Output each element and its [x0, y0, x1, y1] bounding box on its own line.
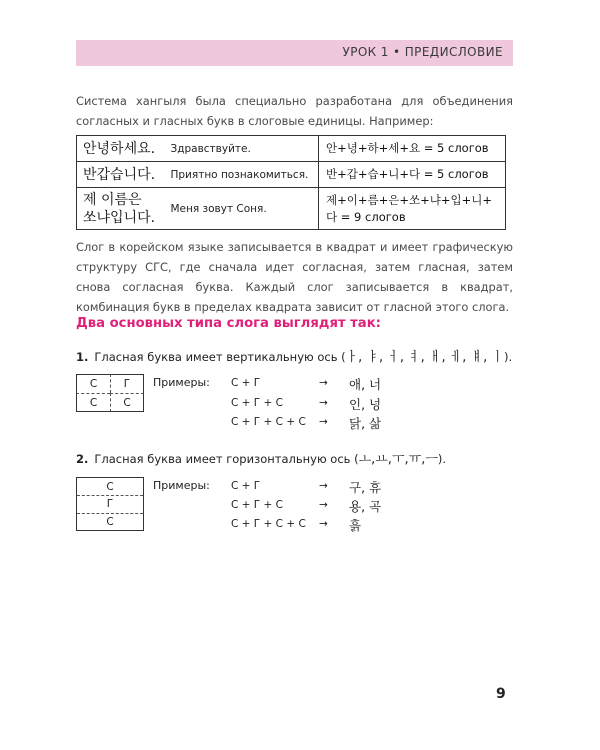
- diagram-cell: С: [77, 513, 143, 530]
- breakdown-line: 다 = 9 слогов: [326, 209, 406, 224]
- korean-phrase: 반갑습니다.: [77, 162, 171, 188]
- syllable-breakdown: [319, 188, 506, 230]
- examples-label: Примеры:: [153, 376, 210, 389]
- table-row: [77, 162, 506, 188]
- diagram-cell: С: [106, 480, 114, 493]
- examples-label: Примеры:: [153, 479, 210, 492]
- list-number: 1.: [76, 350, 89, 364]
- diagram-cell: Г: [77, 495, 143, 512]
- russian-translation: Здравствуйте.: [171, 136, 319, 162]
- type2-vowels: ㅗ,ㅛ,ㅜ,ㅠ,ㅡ: [358, 452, 438, 467]
- breakdown-line: 제+이+름+은+쏘+냐+입+니+: [326, 192, 492, 207]
- example-formula: С + Г + С: [231, 397, 284, 409]
- diagram-cell: С: [76, 393, 110, 412]
- type1-text: Гласная буква имеет вертикальную ось (: [94, 350, 346, 364]
- arrow-icon: →: [319, 397, 328, 409]
- russian-translation: Приятно познакомиться.: [171, 162, 319, 188]
- arrow-icon: →: [319, 518, 328, 530]
- running-header: [76, 40, 513, 66]
- example-result: 구, 휴: [349, 480, 382, 495]
- vertical-syllable-diagram: [76, 374, 144, 412]
- korean-phrase: [77, 188, 171, 230]
- example-result: 용, 곡: [349, 499, 382, 514]
- syllable-breakdown: 반+갑+습+니+다 = 5 слогов: [319, 162, 506, 188]
- section-heading: Два основных типа слога выглядят так:: [76, 316, 381, 331]
- table-row: [77, 136, 506, 162]
- page-number: 9: [496, 686, 506, 702]
- structure-paragraph: Слог в корейском языке записывается в квадрат и имеет графическую структуру СГС, где сначала идет согласная, затем гласная, затем снова согласная буква. Каждый слог записывается в квадрат, комбинация букв в пределах квадрата зависит от гласной этого слога.: [76, 240, 513, 314]
- example-result: 애, 너: [349, 377, 382, 392]
- russian-translation: Меня зовут Соня.: [171, 188, 319, 230]
- example-result: 흙: [349, 518, 362, 533]
- example-formula: С + Г: [231, 480, 261, 492]
- horizontal-syllable-diagram: [76, 477, 144, 531]
- arrow-icon: →: [319, 377, 328, 389]
- example-formula: С + Г + С + С: [231, 518, 306, 530]
- list-number: 2.: [76, 452, 89, 466]
- diagram-cell: С: [110, 393, 144, 412]
- example-result: 인, 넝: [349, 397, 382, 412]
- example-formula: С + Г + С: [231, 499, 284, 511]
- intro-paragraph: Система хангыля была специально разработана для объединения согласных и гласных букв в слоговые единицы. Например:: [76, 94, 513, 128]
- type2-text: Гласная буква имеет горизонтальную ось (: [94, 452, 359, 466]
- diagram-cell: Г: [110, 374, 144, 393]
- arrow-icon: →: [319, 480, 328, 492]
- diagram-cell: С: [76, 374, 110, 393]
- type2-text-end: ).: [437, 452, 447, 466]
- korean-phrase-line: 제 이름은: [83, 191, 142, 208]
- type1-description: [76, 346, 512, 365]
- korean-phrase: 안녕하세요.: [77, 136, 171, 162]
- type1-vowels: ㅏ, ㅑ, ㅓ, ㅕ, ㅐ, ㅔ, ㅒ, ㅣ: [345, 350, 504, 365]
- arrow-icon: →: [319, 499, 328, 511]
- type2-description: [76, 448, 446, 467]
- syllable-breakdown: 안+녕+하+세+요 = 5 слогов: [319, 136, 506, 162]
- arrow-icon: →: [319, 416, 328, 428]
- running-header-text: УРОК 1 • ПРЕДИСЛОВИЕ: [342, 45, 503, 59]
- table-row: [77, 188, 506, 230]
- example-result: 닭, 삶: [349, 416, 382, 431]
- examples-table: [76, 135, 506, 230]
- example-formula: С + Г + С + С: [231, 416, 306, 428]
- korean-phrase-line: 쏘냐입니다.: [83, 209, 156, 226]
- example-formula: С + Г: [231, 377, 261, 389]
- type1-text-end: ).: [503, 350, 513, 364]
